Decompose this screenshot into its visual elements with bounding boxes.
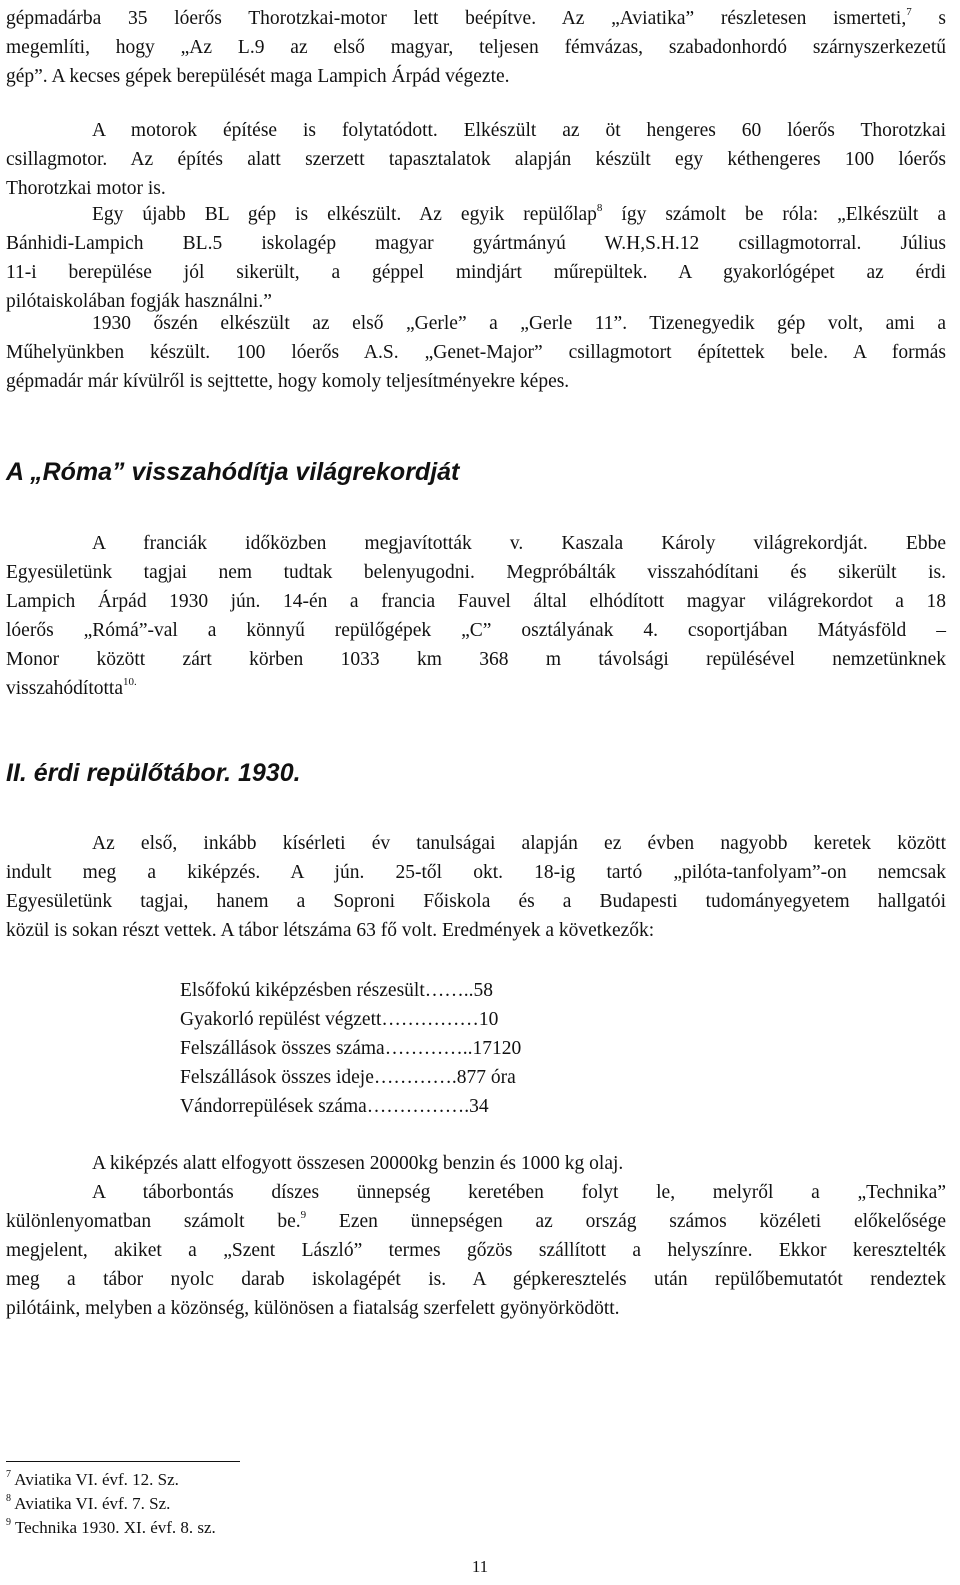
results-item: Gyakorló repülést végzett……………10 — [180, 1009, 499, 1030]
results-item: Elsőfokú kiképzésben részesült……..58 — [180, 980, 494, 1001]
results-item: Felszállások összes száma…………..17120 — [180, 1038, 522, 1059]
paragraph-gerle: 1930 őszén elkészült az első „Gerle” a „Gerle 11”. Tizenegyedik gép volt, ami a Műhelyünkben készült. 100 lóerős A.S. „Genet-Major” csillagmotort építettek bele. A formás gépmadár már kívülről is sejttette, hogy komoly teljesítményekre képes. — [6, 313, 946, 392]
footnote-item: $^9$ Technika 1930. XI. évf. 8. sz. — [6, 1517, 216, 1537]
section-heading-erdi-camp: II. érdi repülőtábor. 1930. — [6, 759, 301, 787]
footnote-item: $^8$ Aviatika VI. évf. 7. Sz. — [6, 1493, 171, 1513]
footnotes — [6, 1468, 216, 1540]
results-list — [180, 976, 680, 1121]
footnote-ref-8: 8 — [596, 201, 603, 214]
footnote-divider — [6, 1461, 240, 1462]
paragraph-bl-plane: Egy újabb BL gép is elkészült. Az egyik repülőlap$^8$ így számolt be róla: „Elkészült a Bánhidi-Lampich BL.5 iskolagép magyar gyártmányú W.H,S.H.12 csillagmotorral. Július 11-i berepülése jól sikerült, a géppel mindjárt műrepültek. A gyakorlógépet az érdi pilótaiskolában fogják használni.” — [6, 201, 946, 312]
page-number: 11 — [471, 1557, 489, 1576]
paragraph-ceremony: A táborbontás díszes ünnepség keretében folyt le, melyről a „Technika” különlenyomatban számolt be.$^9$ Ezen ünnepségen az ország számos közéleti előkelősége megjelent, akiket a „Szent László” termes gőzös szállított a helyszínre. Ekkor keresztelték meg a tábor nyolc darab iskolagépét is. A gépkeresztelés után repülőbemutatót rendeztek pilótáink, melyben a közönség, különösen a fiatalság szerfelett gyönyörködött. — [6, 1182, 946, 1319]
paragraph-world-record: A franciák időközben megjavították v. Kaszala Károly világrekordját. Ebbe Egyesületünk tagjai nem tudtak belenyugodni. Megpróbálták visszahódítani és sikerült is. Lampich Árpád 1930 jún. 14-én a francia Fauvel által elhódított magyar világrekordot a 18 lóerős „Rómá”-val a könnyű repülőgépek „C” osztályának 4. csoportjában Mátyásföld – Monor között zárt körben 1033 km 368 m távolsági repülésével nemzetünknek visszahódította$^{10.}$ — [6, 533, 946, 699]
results-item: Felszállások összes ideje………….877 óra — [180, 1067, 516, 1088]
paragraph-fuel: A kiképzés alatt elfogyott összesen 20000kg benzin és 1000 kg olaj. — [92, 1153, 624, 1174]
paragraph-training: Az első, inkább kísérleti év tanulságai alapján ez évben nagyobb keretek között indult meg a kiképzés. A jún. 25-től okt. 18-ig tartó „pilóta-tanfolyam”-on nemcsak Egyesületünk tagjai, hanem a Soproni Főiskola és a Budapesti tudományegyetem hallgatói közül is sokan részt vettek. A tábor létszáma 63 fő volt. Eredmények a következők: — [6, 833, 946, 941]
paragraph-aviatika: gépmadárba 35 lóerős Thorotzkai-motor lett beépítve. Az „Aviatika” részletesen ismerteti,$^7$ s megemlíti, hogy „Az L.9 az első magyar, teljesen fémvázas, szabadonhordó szárnyszerkezetű gép”. A kecses gépek berepülését maga Lampich Árpád végezte. — [6, 5, 946, 87]
footnote-ref-7: 7 — [906, 5, 912, 18]
results-item: Vándorrepülések száma…………….34 — [180, 1096, 489, 1117]
footnote-item: $^7$ Aviatika VI. évf. 12. Sz. — [6, 1469, 179, 1489]
paragraph-motors: A motorok építése is folytatódott. Elkészült az öt hengeres 60 lóerős Thorotzkai csillagmotor. Az építés alatt szerzett tapasztalatok alapján készült egy kéthengeres 100 lóerős Thorotzkai motor is. — [6, 120, 946, 199]
footnote-ref-9: 9 — [300, 1208, 307, 1221]
section-heading-roma: A „Róma” visszahódítja világrekordját — [6, 458, 460, 486]
footnote-ref-10: 10. — [122, 675, 137, 688]
